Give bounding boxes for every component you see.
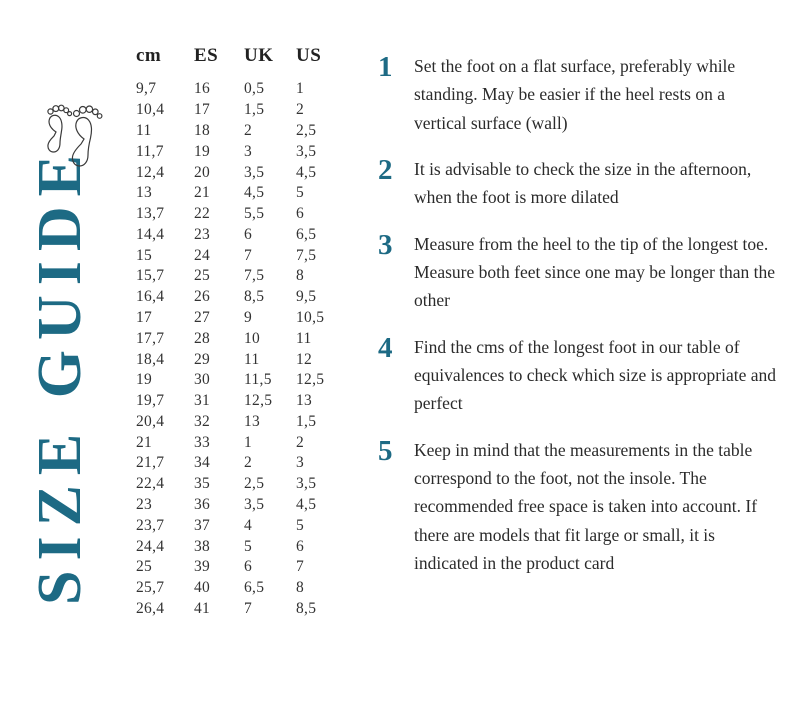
table-cell: 25 bbox=[194, 267, 211, 285]
table-row bbox=[136, 453, 348, 474]
step-number: 2 bbox=[378, 154, 393, 187]
table-cell: 30 bbox=[194, 371, 211, 389]
table-cell: 37 bbox=[194, 516, 211, 534]
table-cell: 8 bbox=[296, 579, 305, 597]
table-cell: 7 bbox=[244, 599, 253, 617]
table-cell: 17 bbox=[194, 101, 211, 119]
table-row bbox=[136, 557, 348, 578]
table-row bbox=[136, 100, 348, 121]
table-cell: 11 bbox=[296, 329, 312, 347]
table-cell: 22,4 bbox=[136, 475, 165, 493]
table-row bbox=[136, 287, 348, 308]
table-cell: 32 bbox=[194, 412, 211, 430]
table-row bbox=[136, 245, 348, 266]
table-cell: 5 bbox=[244, 537, 253, 555]
table-row bbox=[136, 412, 348, 433]
table-cell: 9,7 bbox=[136, 80, 157, 98]
table-cell: 8 bbox=[296, 267, 305, 285]
table-cell: 35 bbox=[194, 475, 211, 493]
table-cell: 2,5 bbox=[296, 121, 317, 139]
table-cell: 1,5 bbox=[296, 412, 317, 430]
table-cell: 4,5 bbox=[296, 496, 317, 514]
table-cell: 5 bbox=[296, 516, 305, 534]
table-cell: 31 bbox=[194, 392, 211, 410]
table-cell: 16,4 bbox=[136, 288, 165, 306]
table-cell: 6 bbox=[244, 558, 253, 576]
table-cell: 2 bbox=[296, 433, 305, 451]
table-cell: 24,4 bbox=[136, 537, 165, 555]
table-cell: 2 bbox=[296, 101, 305, 119]
step-text: Measure from the heel to the tip of the longest toe. Measure both feet since one may be longer than the other bbox=[414, 233, 776, 311]
table-cell: 4,5 bbox=[296, 163, 317, 181]
table-cell: 12,5 bbox=[296, 371, 325, 389]
table-row bbox=[136, 515, 348, 536]
table-cell: 29 bbox=[194, 350, 211, 368]
step-text: It is advisable to check the size in the afternoon, when the foot is more dilated bbox=[414, 159, 752, 208]
step-text: Keep in mind that the measurements in the table correspond to the foot, not the insole. The recommended free space is taken into account. If there are models that fit large or small, it is indicated in the product card bbox=[414, 439, 758, 574]
table-cell: 13 bbox=[136, 184, 153, 202]
table-cell: 16 bbox=[194, 80, 211, 98]
table-cell: 9 bbox=[244, 308, 253, 326]
table-cell: 12,4 bbox=[136, 163, 165, 181]
table-cell: 19 bbox=[194, 142, 211, 160]
table-cell: 18 bbox=[194, 121, 211, 139]
table-cell: 2 bbox=[244, 454, 253, 472]
table-cell: 6 bbox=[296, 537, 305, 555]
page-title: SIZE GUIDE bbox=[26, 144, 94, 605]
table-cell: 34 bbox=[194, 454, 211, 472]
table-cell: 38 bbox=[194, 537, 211, 555]
table-cell: 7,5 bbox=[244, 267, 265, 285]
instruction-step bbox=[378, 155, 778, 212]
table-cell: 23,7 bbox=[136, 516, 165, 534]
table-cell: 1 bbox=[296, 80, 305, 98]
feet-icon bbox=[30, 98, 108, 170]
table-cell: 11 bbox=[136, 121, 152, 139]
table-cell: 2,5 bbox=[244, 475, 265, 493]
table-cell: 15 bbox=[136, 246, 153, 264]
table-cell: 7 bbox=[244, 246, 253, 264]
table-cell: 9,5 bbox=[296, 288, 317, 306]
table-cell: 21,7 bbox=[136, 454, 165, 472]
table-cell: 26,4 bbox=[136, 599, 165, 617]
table-row bbox=[136, 79, 348, 100]
table-cell: 8,5 bbox=[244, 288, 265, 306]
table-cell: 11,5 bbox=[244, 371, 272, 389]
table-row bbox=[136, 162, 348, 183]
table-body bbox=[136, 79, 348, 619]
table-cell: 8,5 bbox=[296, 599, 317, 617]
table-row bbox=[136, 224, 348, 245]
instruction-step bbox=[378, 230, 778, 315]
instruction-step bbox=[378, 333, 778, 418]
step-text: Set the foot on a flat surface, preferably while standing. May be easier if the heel rests on a vertical surface (wall) bbox=[414, 56, 736, 133]
table-cell: 14,4 bbox=[136, 225, 165, 243]
table-cell: 5 bbox=[296, 184, 305, 202]
table-cell: 17,7 bbox=[136, 329, 165, 347]
table-cell: 0,5 bbox=[244, 80, 265, 98]
size-conversion-table bbox=[136, 45, 348, 619]
instructions-list bbox=[378, 52, 778, 596]
table-cell: 20 bbox=[194, 163, 211, 181]
table-cell: 36 bbox=[194, 496, 211, 514]
table-cell: 2 bbox=[244, 121, 253, 139]
table-cell: 3,5 bbox=[244, 163, 265, 181]
table-row bbox=[136, 204, 348, 225]
table-cell: 11,7 bbox=[136, 142, 164, 160]
table-cell: 22 bbox=[194, 205, 211, 223]
table-cell: 40 bbox=[194, 579, 211, 597]
table-cell: 3,5 bbox=[296, 142, 317, 160]
step-number: 5 bbox=[378, 434, 393, 467]
table-cell: 3 bbox=[296, 454, 305, 472]
table-cell: 12,5 bbox=[244, 392, 273, 410]
table-cell: 1 bbox=[244, 433, 253, 451]
table-cell: 6 bbox=[244, 225, 253, 243]
table-cell: 19 bbox=[136, 371, 153, 389]
table-row bbox=[136, 121, 348, 142]
table-row bbox=[136, 141, 348, 162]
table-cell: 13 bbox=[296, 392, 313, 410]
table-cell: 21 bbox=[194, 184, 211, 202]
table-cell: 3 bbox=[244, 142, 253, 160]
table-cell: 18,4 bbox=[136, 350, 165, 368]
table-row bbox=[136, 474, 348, 495]
table-cell: 4 bbox=[244, 516, 253, 534]
table-cell: 3,5 bbox=[244, 496, 265, 514]
table-cell: 25,7 bbox=[136, 579, 165, 597]
table-row bbox=[136, 391, 348, 412]
instruction-step bbox=[378, 52, 778, 137]
table-cell: 27 bbox=[194, 308, 211, 326]
table-row bbox=[136, 495, 348, 516]
step-number: 4 bbox=[378, 331, 393, 364]
table-cell: 20,4 bbox=[136, 412, 165, 430]
table-cell: 39 bbox=[194, 558, 211, 576]
table-cell: 23 bbox=[136, 496, 153, 514]
table-cell: 1,5 bbox=[244, 101, 265, 119]
table-row bbox=[136, 370, 348, 391]
table-cell: 11 bbox=[244, 350, 260, 368]
table-cell: 12 bbox=[296, 350, 313, 368]
step-text: Find the cms of the longest foot in our table of equivalences to check which size is appropriate and perfect bbox=[414, 336, 777, 414]
table-cell: 28 bbox=[194, 329, 211, 347]
table-cell: 23 bbox=[194, 225, 211, 243]
table-cell: 21 bbox=[136, 433, 153, 451]
table-cell: 10 bbox=[244, 329, 261, 347]
table-cell: 15,7 bbox=[136, 267, 165, 285]
table-cell: 33 bbox=[194, 433, 211, 451]
table-cell: 25 bbox=[136, 558, 153, 576]
table-row bbox=[136, 578, 348, 599]
table-cell: 6,5 bbox=[296, 225, 317, 243]
column-header-es: ES bbox=[194, 45, 219, 66]
table-cell: 19,7 bbox=[136, 392, 165, 410]
table-row bbox=[136, 349, 348, 370]
table-cell: 13,7 bbox=[136, 205, 165, 223]
table-cell: 10,4 bbox=[136, 101, 165, 119]
table-cell: 5,5 bbox=[244, 205, 265, 223]
table-row bbox=[136, 432, 348, 453]
table-cell: 4,5 bbox=[244, 184, 265, 202]
table-cell: 24 bbox=[194, 246, 211, 264]
instruction-step bbox=[378, 436, 778, 578]
table-cell: 26 bbox=[194, 288, 211, 306]
step-number: 3 bbox=[378, 228, 393, 261]
column-header-uk: UK bbox=[244, 45, 274, 66]
table-row bbox=[136, 536, 348, 557]
column-header-us: US bbox=[296, 45, 322, 66]
table-cell: 6,5 bbox=[244, 579, 265, 597]
column-header-cm: cm bbox=[136, 45, 162, 66]
table-row bbox=[136, 183, 348, 204]
table-row bbox=[136, 266, 348, 287]
table-cell: 7,5 bbox=[296, 246, 317, 264]
table-header-row bbox=[136, 45, 348, 79]
table-cell: 10,5 bbox=[296, 308, 325, 326]
table-cell: 17 bbox=[136, 308, 153, 326]
table-cell: 3,5 bbox=[296, 475, 317, 493]
table-cell: 41 bbox=[194, 599, 211, 617]
table-row bbox=[136, 308, 348, 329]
table-cell: 6 bbox=[296, 205, 305, 223]
table-cell: 13 bbox=[244, 412, 261, 430]
table-row bbox=[136, 599, 348, 620]
table-cell: 7 bbox=[296, 558, 305, 576]
step-number: 1 bbox=[378, 51, 393, 83]
table-row bbox=[136, 328, 348, 349]
